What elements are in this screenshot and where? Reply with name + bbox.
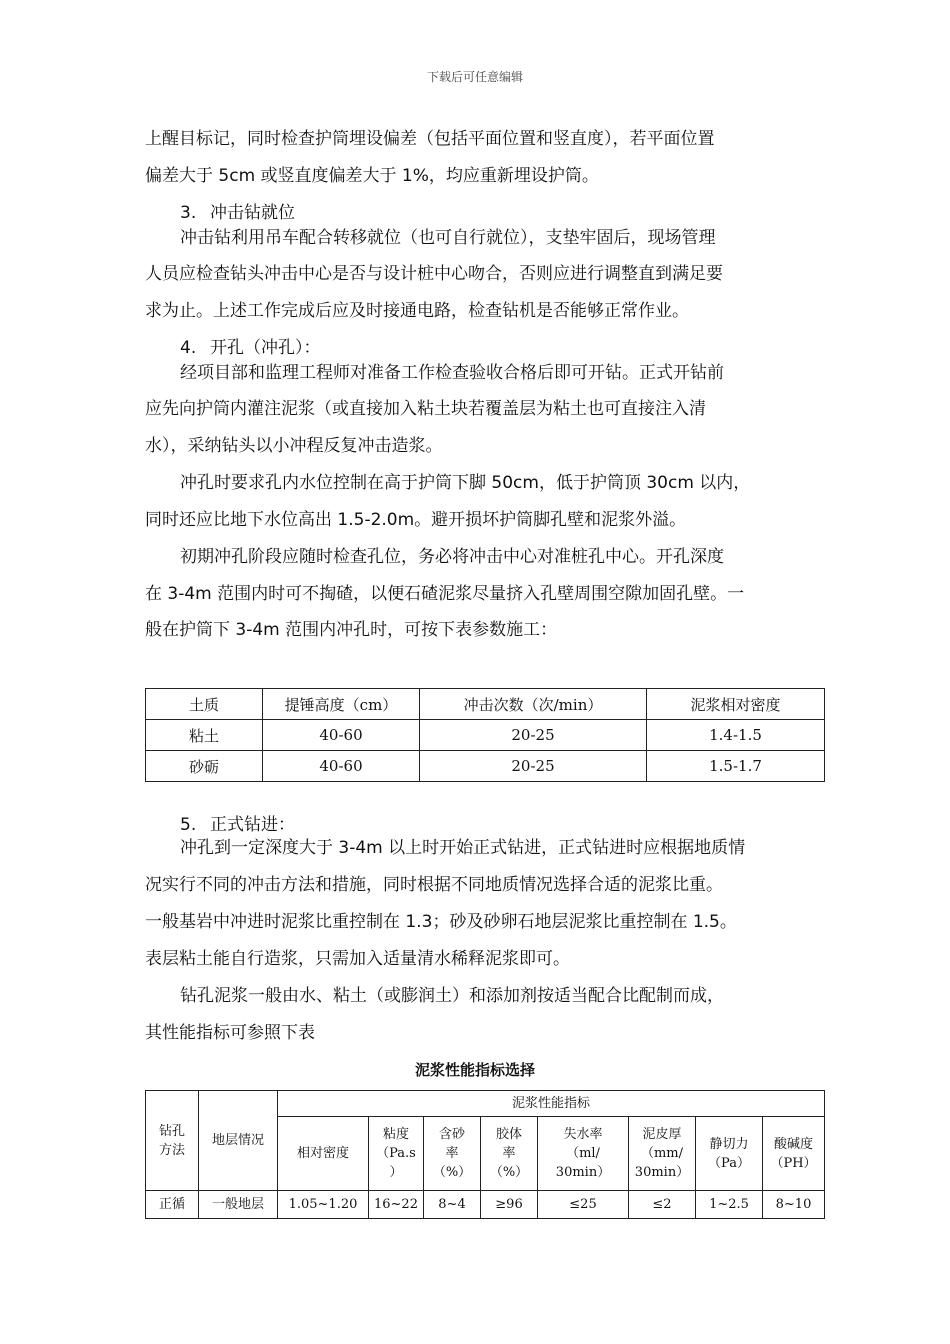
heading-3 [180,203,295,223]
table-cell: 16~22 [369,1191,424,1219]
table-header-cell: 含砂 率 （%） [424,1117,481,1191]
paragraph-line: 冲孔到一定深度大于 3-4m 以上时开始正式钻进，正式钻进时应根据地质情 [180,838,746,858]
paragraph-line: 一般基岩中冲进时泥浆比重控制在 1.3；砂及砂卵石地层泥浆比重控制在 1.5。 [145,912,737,932]
table-header-cell: 静切力 （Pa） [696,1117,763,1191]
table-cell: 8~10 [763,1191,825,1219]
table-header-cell: 冲击次数（次/min） [420,689,647,720]
paragraph-line: 在 3-4m 范围内时可不掏碴，以便石碴泥浆尽量挤入孔壁周围空隙加固孔壁。一 [145,584,745,604]
table-cell: 40-60 [263,720,420,751]
table-cell: 正循 [146,1191,199,1219]
table-cell: 1.05~1.20 [278,1191,369,1219]
heading-5 [180,815,295,835]
heading-number: 5. [180,815,197,835]
heading-text: 正式钻进： [210,815,295,835]
paragraph-line: 偏差大于 5cm 或竖直度偏差大于 1%，均应重新埋设护筒。 [145,166,599,186]
table-cell: 8~4 [424,1191,481,1219]
table-cell: 20-25 [420,751,647,782]
table-cell: 1.5-1.7 [647,751,825,782]
table-row [146,1191,825,1219]
heading-text: 冲击钻就位 [210,203,295,223]
paragraph-line: 况实行不同的冲击方法和措施，同时根据不同地质情况选择合适的泥浆比重。 [145,875,723,895]
table-cell: 1.4-1.5 [647,720,825,751]
paragraph-line: 表层粘土能自行造浆，只需加入适量清水稀释泥浆即可。 [145,949,570,969]
table-cell: 40-60 [263,751,420,782]
heading-number: 3. [180,203,197,223]
table-cell: 20-25 [420,720,647,751]
table-header-cell: 粘度 （Pa.s ） [369,1117,424,1191]
paragraph-line: 般在护筒下 3-4m 范围内冲孔时，可按下表参数施工： [145,620,558,640]
table-header-cell: 提锤高度（cm） [263,689,420,720]
paragraph-line: 水），采纳钻头以小冲程反复冲击造浆。 [145,436,443,456]
paragraph-line: 应先向护筒内灌注泥浆（或直接加入粘土块若覆盖层为粘土也可直接注入清 [145,399,706,419]
paragraph-line: 其性能指标可参照下表 [145,1023,315,1043]
table-header-cell: 失水率 （ml/ 30min） [538,1117,629,1191]
table-cell: ≥96 [481,1191,538,1219]
table-header-cell: 土质 [146,689,263,720]
table-header-cell: 泥皮厚 （mm/ 30min） [629,1117,696,1191]
table-group-header: 泥浆性能指标 [278,1091,825,1117]
table-row [146,720,825,751]
paragraph-line: 同时还应比地下水位高出 1.5-2.0m。避开损坏护筒脚孔壁和泥浆外溢。 [145,510,687,530]
table-header-cell: 胶体 率 （%） [481,1117,538,1191]
table-header-cell: 酸碱度 （PH） [763,1117,825,1191]
table-header-row [146,1091,825,1117]
paragraph-line: 冲击钻利用吊车配合转移就位（也可自行就位），支垫牢固后，现场管理 [180,228,716,248]
paragraph-line: 人员应检查钻头冲击中心是否与设计桩中心吻合，否则应进行调整直到满足要 [145,264,723,284]
table-header-cell: 相对密度 [278,1117,369,1191]
paragraph-line: 求为止。上述工作完成后应及时接通电路，检查钻机是否能够正常作业。 [145,301,689,321]
table-header-cell: 泥浆相对密度 [647,689,825,720]
table-caption: 泥浆性能指标选择 [414,1061,535,1079]
table-cell: 1~2.5 [696,1191,763,1219]
heading-number: 4. [180,338,197,358]
paragraph-line: 上醒目标记，同时检查护筒埋设偏差（包括平面位置和竖直度），若平面位置 [145,129,715,149]
paragraph-line: 初期冲孔阶段应随时检查孔位，务必将冲击中心对准桩孔中心。开孔深度 [180,547,724,567]
table-cell: 粘土 [146,720,263,751]
table-header-row [146,689,825,720]
heading-4 [180,338,321,358]
table-cell: 一般地层 [199,1191,278,1219]
paragraph-line: 冲孔时要求孔内水位控制在高于护筒下脚 50cm，低于护筒顶 30cm 以内， [180,473,751,493]
table-header-cell: 钻孔 方法 [146,1091,199,1191]
paragraph-line: 钻孔泥浆一般由水、粘土（或膨润土）和添加剂按适当配合比配制而成， [180,986,724,1006]
table-cell: ≤2 [629,1191,696,1219]
table-header-cell: 地层情况 [199,1091,278,1191]
mud-performance-table [145,1090,825,1219]
table-row [146,751,825,782]
drilling-parameters-table [145,688,825,782]
table-cell: ≤25 [538,1191,629,1219]
paragraph-line: 经项目部和监理工程师对准备工作检查验收合格后即可开钻。正式开钻前 [180,363,724,383]
heading-text: 开孔（冲孔）： [210,338,321,358]
table-cell: 砂砺 [146,751,263,782]
page-header: 下载后可任意编辑 [426,70,523,84]
